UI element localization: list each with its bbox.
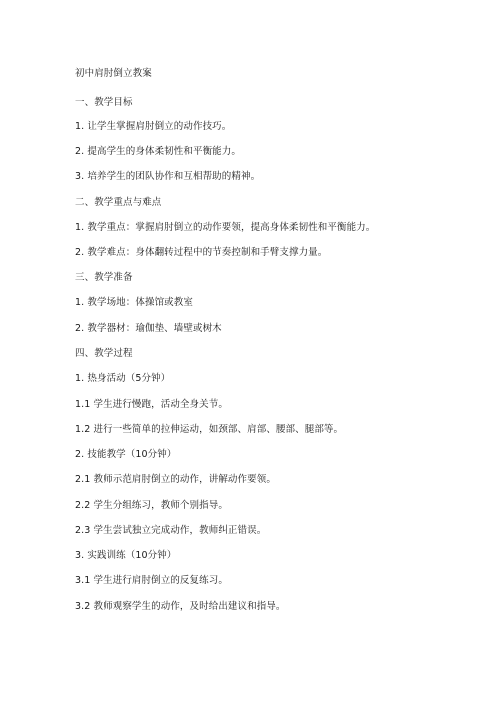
paragraph-line: 1. 让学生掌握肩肘倒立的动作技巧。 (75, 121, 232, 132)
paragraph-line: 1. 热身活动（5分钟） (75, 373, 171, 384)
paragraph-line: 2. 提高学生的身体柔韧性和平衡能力。 (75, 146, 241, 157)
paragraph-line: 2. 技能教学（10分钟） (75, 449, 177, 460)
paragraph-line: 2. 教学器材：瑜伽垫、墙壁或树木 (75, 323, 222, 334)
document-title: 初中肩肘倒立教案 (75, 68, 152, 79)
paragraph-line: 2.1 教师示范肩肘倒立的动作，讲解动作要领。 (75, 474, 276, 485)
paragraph-line: 3.1 学生进行肩肘倒立的反复练习。 (75, 575, 228, 586)
paragraph-line: 1. 教学重点：掌握肩肘倒立的动作要领，提高身体柔韧性和平衡能力。 (75, 222, 376, 233)
section-heading-process: 四、教学过程 (75, 348, 133, 359)
section-heading-key-points: 二、教学重点与难点 (75, 197, 162, 208)
paragraph-line: 1.2 进行一些简单的拉伸运动，如颈部、肩部、腰部、腿部等。 (75, 424, 344, 435)
paragraph-line: 1. 教学场地：体操馆或教室 (75, 297, 193, 308)
paragraph-line: 3. 培养学生的团队协作和互相帮助的精神。 (75, 171, 261, 182)
paragraph-line: 1.1 学生进行慢跑，活动全身关节。 (75, 399, 228, 410)
paragraph-line: 3. 实践训练（10分钟） (75, 550, 177, 561)
paragraph-line: 2.2 学生分组练习，教师个别指导。 (75, 500, 228, 511)
paragraph-line: 2. 教学难点：身体翻转过程中的节奏控制和手臂支撑力量。 (75, 247, 328, 258)
paragraph-line: 2.3 学生尝试独立完成动作，教师纠正错误。 (75, 525, 267, 536)
paragraph-line: 3.2 教师观察学生的动作，及时给出建议和指导。 (75, 601, 286, 612)
section-heading-objectives: 一、教学目标 (75, 97, 133, 108)
section-heading-preparation: 三、教学准备 (75, 272, 133, 283)
